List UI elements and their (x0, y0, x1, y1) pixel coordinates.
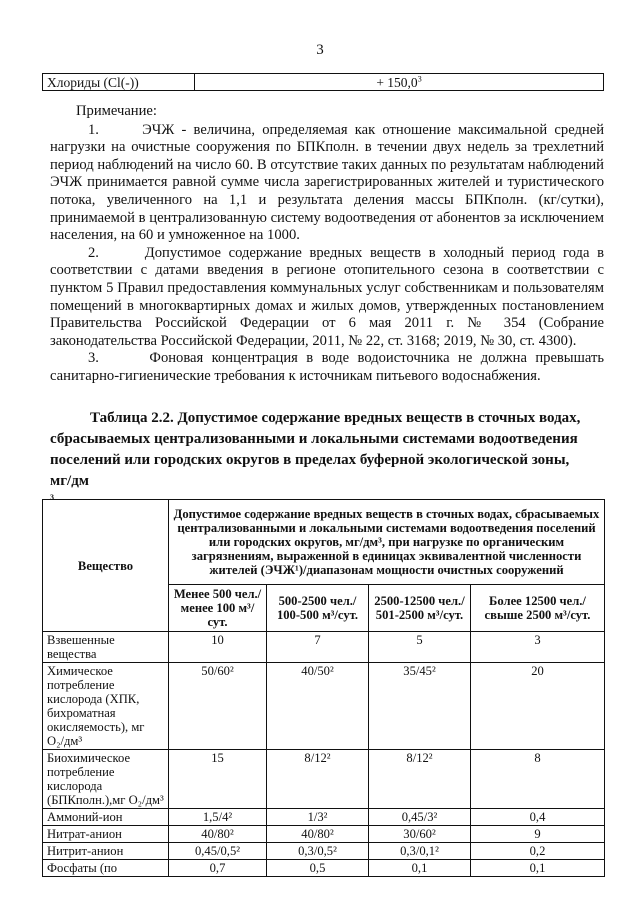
value-cell: 8/12² (267, 750, 369, 809)
table-row (43, 632, 605, 663)
caption-line-1: Таблица 2.2. Допустимое содержание вредных веществ в сточных водах, (90, 410, 581, 426)
chlorides-table (42, 73, 604, 91)
value-cell: 0,2 (471, 843, 605, 860)
note-item-2: 2. Допустимое содержание вредных веществ в холодный период года в соответствии с датами введения в регионе отопительного сезона в соответствии с пунктом 5 Правил предоставления коммунальных услуг собственникам и пользователям помещений в многоквартирных домах и жилых домов, утвержденных постановлением Правительства Российской Федерации от 6 мая 2011 г. № 354 (Собрание законодательства Российской Федерации, 2011, № 22, ст. 3168; 2019, № 30, ст. 4300). (50, 244, 604, 349)
value-cell: 40/50² (267, 663, 369, 750)
caption-line-2: сбрасываемых централизованными и локальными системами водоотведения (50, 431, 578, 447)
value-cell: 0,3/0,5² (267, 843, 369, 860)
value-cell: 0,4 (471, 809, 605, 826)
value-cell: 20 (471, 663, 605, 750)
caption-unit-sup: 3 (50, 493, 54, 502)
value-cell: 0,7 (169, 860, 267, 877)
table-row (43, 809, 605, 826)
value-cell: 0,3/0,1² (369, 843, 471, 860)
value-cell: 0,45/3² (369, 809, 471, 826)
value-cell: 7 (267, 632, 369, 663)
value-text: + 150,0 (376, 74, 418, 90)
value-cell: 5 (369, 632, 471, 663)
header-col-2: 500-2500 чел./ 100-500 м³/сут. (267, 585, 369, 632)
page-number: 3 (316, 42, 324, 58)
value-cell: 1/3² (267, 809, 369, 826)
table-row (43, 74, 604, 91)
table-row (43, 750, 605, 809)
caption-unit: мг/дм (50, 473, 90, 489)
value-cell: 8/12² (369, 750, 471, 809)
notes-heading: Примечание: (76, 103, 157, 119)
value-cell: 40/80² (267, 826, 369, 843)
header-substance: Вещество (43, 500, 169, 632)
value-cell: 0,45/0,5² (169, 843, 267, 860)
value-cell: 8 (471, 750, 605, 809)
header-col-3: 2500-12500 чел./ 501-2500 м³/сут. (369, 585, 471, 632)
header-group: Допустимое содержание вредных веществ в сточных водах, сбрасываемых централизованными и локальными системами водоотведения поселений или городских округов, мг/дм³, при нагрузке по органическим загрязнениям, выраженной в единицах эквивалентной численности жителей (ЭЧЖ¹)/диапазонам мощности очистных сооружений (169, 500, 605, 585)
caption-line-3: поселений или городских округов в пределах буферной экологической зоны, (50, 452, 570, 468)
header-col-4: Более 12500 чел./свыше 2500 м³/сут. (471, 585, 605, 632)
value-cell: 50/60² (169, 663, 267, 750)
table-row (43, 843, 605, 860)
footnote-mark: 3 (417, 74, 422, 83)
substance-cell: Аммоний-ион (43, 809, 169, 826)
table-header-row (43, 500, 605, 585)
substance-cell: Взвешенные вещества (43, 632, 169, 663)
value-cell: 15 (169, 750, 267, 809)
table-row (43, 663, 605, 750)
substance-cell: Химическое потребление кислорода (ХПК, бихроматная окисляемость), мг O₂/дм³ (43, 663, 169, 750)
note-item-1: 1. ЭЧЖ - величина, определяемая как отношение максимальной средней нагрузки на очистные сооружения по БПКполн. в течении двух недель за трехлетний период наблюдений на число 60. В отсутствие таких данных по результатам наблюдений ЭЧЖ принимается равной сумме числа зарегистрированных жителей и туристического потока, увеличенного на 1,1 и результата деления массы БПКполн. (кг/сутки), принимаемой в централизованную систему водоотведения от абонентов за исключением населения, на 60 и умноженное на 1000. (50, 121, 604, 244)
value-cell: 0,5 (267, 860, 369, 877)
substance-cell: Хлориды (Cl(-)) (43, 74, 195, 91)
value-cell: 1,5/4² (169, 809, 267, 826)
table-row (43, 826, 605, 843)
table-caption (50, 408, 604, 513)
value-cell: 3 (471, 632, 605, 663)
substance-cell: Нитрат-анион (43, 826, 169, 843)
value-cell: 0,1 (471, 860, 605, 877)
value-cell: 9 (471, 826, 605, 843)
value-cell: 30/60² (369, 826, 471, 843)
value-cell: 0,1 (369, 860, 471, 877)
note-item-3: 3. Фоновая концентрация в воде водоисточника не должна превышать санитарно-гигиенические требования к источникам питьевого водоснабжения. (50, 350, 604, 384)
notes-section (50, 103, 604, 386)
value-cell: 35/45² (369, 663, 471, 750)
substance-cell: Фосфаты (по (43, 860, 169, 877)
value-cell (195, 74, 604, 91)
value-cell: 40/80² (169, 826, 267, 843)
pollutants-table (42, 499, 605, 877)
value-cell: 10 (169, 632, 267, 663)
substance-cell: Биохимическое потребление кислорода (БПКполн.),мг O₂/дм³ (43, 750, 169, 809)
table-row (43, 860, 605, 877)
substance-cell: Нитрит-анион (43, 843, 169, 860)
header-col-1: Менее 500 чел./менее 100 м³/сут. (169, 585, 267, 632)
